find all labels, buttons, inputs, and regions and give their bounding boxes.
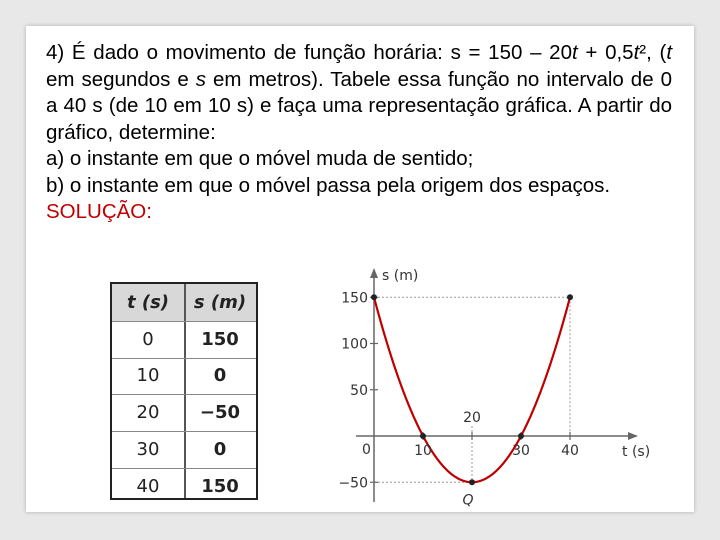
var-t: t <box>571 41 578 64</box>
cell-s: 150 <box>201 328 239 350</box>
problem-line-2d: em metros). Tabele essa função <box>206 67 510 91</box>
problem-line-2a: 0,5 <box>605 41 634 64</box>
item-b: b) o instante em que o móvel passa pela origem dos espaços. <box>46 173 611 197</box>
vertex-label-q: Q <box>462 492 474 509</box>
table-column-divider <box>184 284 186 498</box>
problem-text <box>46 40 672 146</box>
table-divider <box>112 358 256 359</box>
item-a: a) o instante em que o móvel muda de sentido; <box>46 147 474 170</box>
var-t: t <box>666 41 673 64</box>
header-t <box>112 284 184 321</box>
y-axis-label: s (m) <box>382 268 419 284</box>
var-t: t <box>633 41 640 64</box>
axes <box>356 268 638 502</box>
table-divider <box>112 468 256 469</box>
cell-t: 30 <box>136 439 160 461</box>
ticks <box>370 297 570 482</box>
cell-s: 0 <box>213 439 227 461</box>
data-point <box>420 433 426 439</box>
table-divider <box>112 321 256 322</box>
x-tick-label: 10 <box>414 443 432 459</box>
var-s: s <box>195 67 207 91</box>
data-point <box>518 433 524 439</box>
y-axis-arrow <box>370 268 378 278</box>
problem-line-1: 4) É dado o movimento de função horária: s = 150 – 20 <box>46 41 572 64</box>
x-axis-arrow <box>628 432 638 440</box>
cell-t: 20 <box>136 402 160 424</box>
x-tick-label: 40 <box>561 443 579 459</box>
cell-t: 10 <box>136 365 160 387</box>
problem-line-4: representação gráfica. A partir do gráfico, determine: <box>46 94 672 144</box>
table-divider <box>112 394 256 395</box>
cell-s: −50 <box>199 402 241 424</box>
problem-line-2c: em segundos e <box>46 67 196 91</box>
y-tick-label: −50 <box>338 475 368 492</box>
y-tick-label: 150 <box>341 290 368 307</box>
problem-statement <box>46 40 672 226</box>
problem-line-3: no intervalo de 0 a 40 s (de 10 em 10 s) e faça uma <box>46 67 672 117</box>
data-point <box>567 294 573 300</box>
cell-s: 150 <box>201 475 239 497</box>
header-s <box>184 284 256 321</box>
x-tick-label: 30 <box>512 443 530 459</box>
cell-s: 0 <box>213 365 227 387</box>
slide <box>26 26 694 512</box>
values-table <box>110 282 258 500</box>
problem-line-2b: ², ( <box>639 41 667 64</box>
position-time-graph <box>338 266 651 510</box>
data-point <box>371 294 377 300</box>
x-axis-label: t (s) <box>622 444 651 460</box>
table-divider <box>112 431 256 432</box>
header-s-label: s (m) <box>193 291 247 313</box>
problem-line-1b: + <box>577 41 598 64</box>
solution-label: SOLUÇÃO: <box>46 200 152 223</box>
x-tick-label-0: 0 <box>362 442 371 458</box>
data-points <box>371 294 573 485</box>
y-tick-label: 100 <box>341 336 368 353</box>
cell-t: 40 <box>136 475 160 497</box>
cell-t: 0 <box>142 328 154 350</box>
header-t-label: t (s) <box>126 291 170 313</box>
data-point <box>469 479 475 485</box>
vertex-time-label: 20 <box>463 410 481 426</box>
y-tick-label: 50 <box>350 382 368 399</box>
